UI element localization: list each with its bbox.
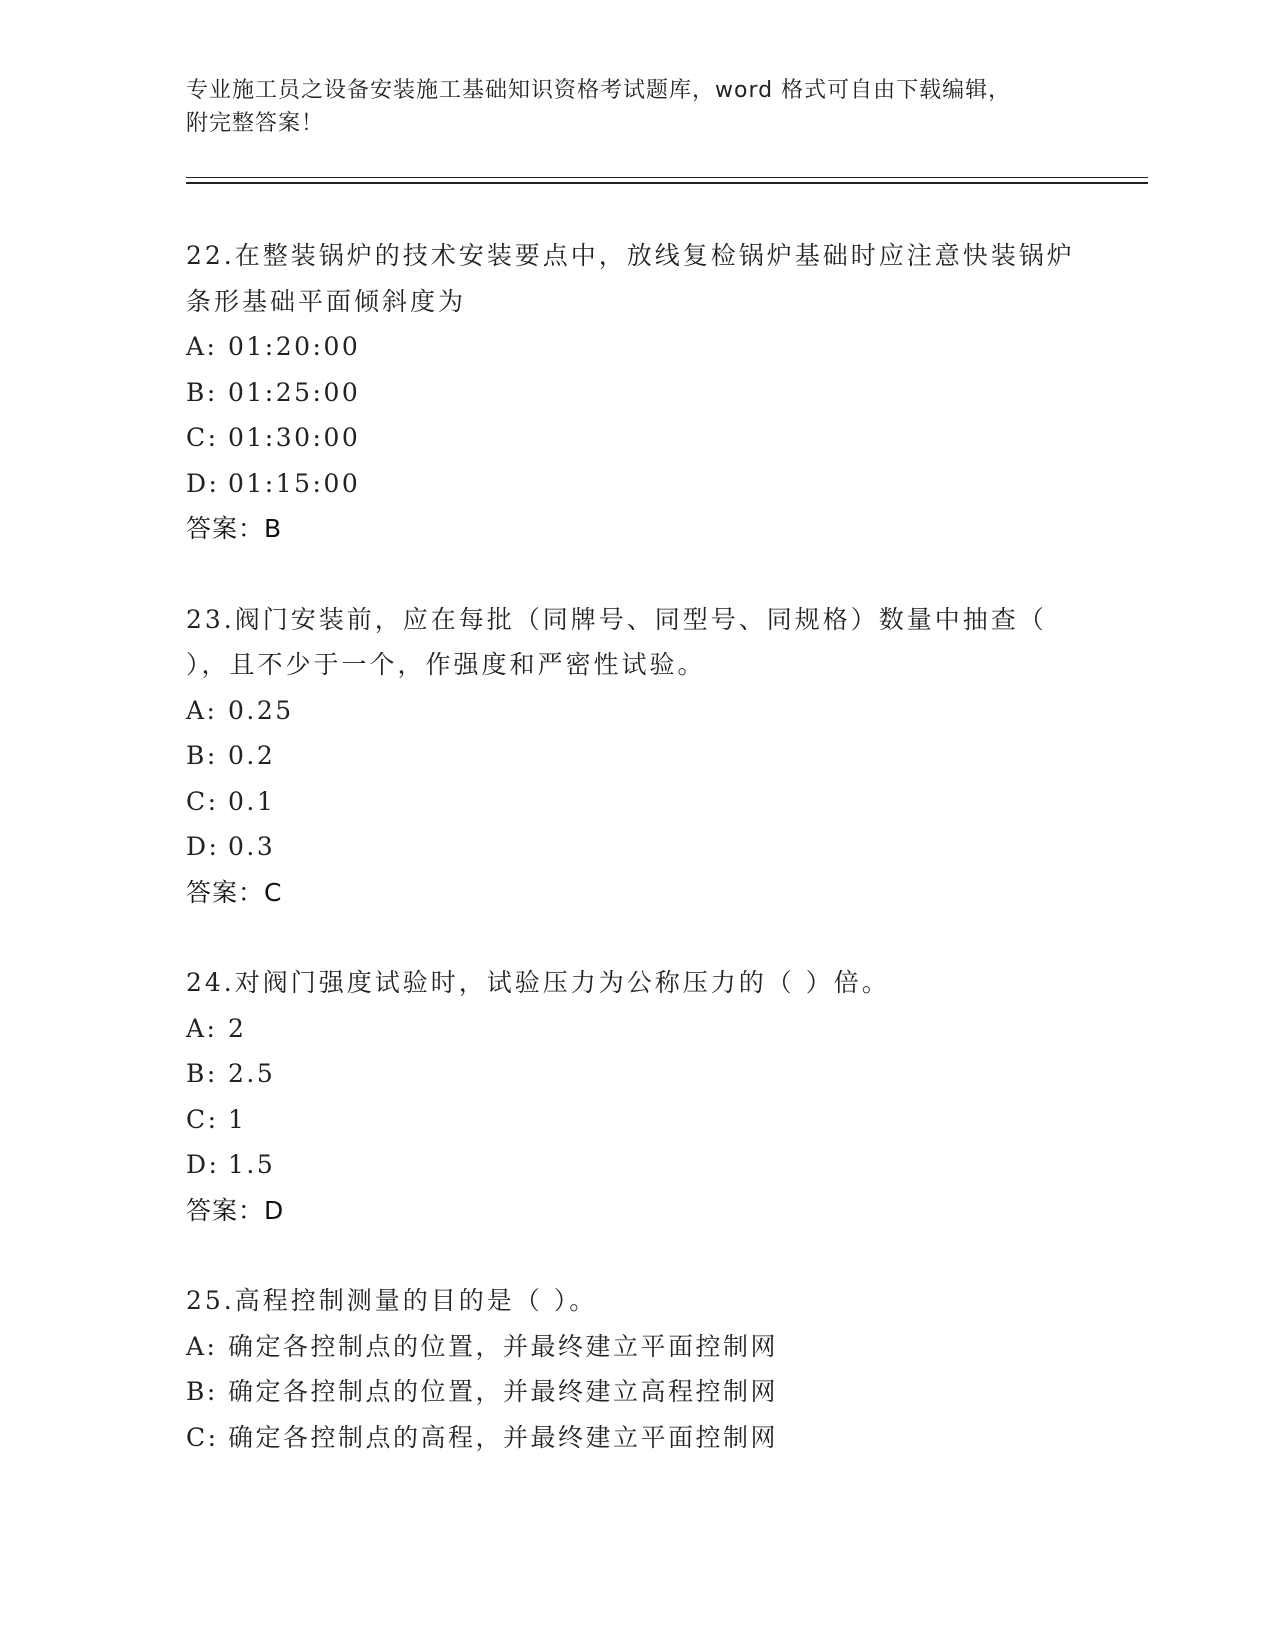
document-header [186, 74, 1066, 140]
option-value: 确定各控制点的高程，并最终建立平面控制网 [228, 1422, 779, 1452]
answer-label: 答案：C [186, 877, 283, 907]
option-b [186, 1369, 1086, 1415]
option-a [186, 1006, 1086, 1052]
option-letter: D: [186, 468, 220, 498]
option-letter: A: [186, 1013, 218, 1043]
answer-label: 答案：B [186, 514, 283, 543]
header-line-1: 专业施工员之设备安装施工基础知识资格考试题库，word 格式可自由下载编辑， [186, 78, 1012, 103]
option-letter: B: [186, 741, 218, 770]
header-line-2: 附完整答案！ [186, 111, 325, 136]
option-b [186, 370, 1086, 416]
option-c [186, 1415, 1086, 1461]
option-letter: A: [186, 332, 218, 361]
option-value: 01:20:00 [228, 332, 361, 361]
option-value: 2.5 [228, 1059, 276, 1088]
option-value: 01:25:00 [228, 377, 361, 407]
option-d [186, 824, 1086, 870]
option-c [186, 415, 1086, 461]
option-letter: D: [186, 832, 220, 861]
answer-label: 答案：D [186, 1195, 285, 1225]
option-a [186, 688, 1086, 734]
option-value: 01:30:00 [228, 423, 361, 452]
option-value: 确定各控制点的位置，并最终建立平面控制网 [228, 1331, 779, 1361]
question-23 [186, 597, 1086, 916]
header-divider-top [186, 177, 1148, 178]
question-text: 25.高程控制测量的目的是（ ）。 [186, 1286, 598, 1315]
option-value: 0.2 [228, 741, 276, 770]
option-a [186, 324, 1086, 370]
header-divider-bottom [186, 182, 1148, 184]
option-letter: A: [186, 695, 218, 725]
option-value: 0.25 [228, 695, 294, 725]
option-letter: C: [186, 786, 219, 816]
option-d [186, 461, 1086, 507]
option-letter: B: [186, 1377, 218, 1406]
option-value: 0.1 [228, 786, 276, 816]
option-letter: C: [186, 423, 219, 452]
option-value: 确定各控制点的位置，并最终建立高程控制网 [228, 1377, 779, 1406]
option-b [186, 1051, 1086, 1097]
option-letter: C: [186, 1104, 219, 1134]
option-c [186, 1097, 1086, 1143]
option-letter: B: [186, 377, 218, 407]
option-letter: A: [186, 1331, 218, 1361]
question-text: 24.对阀门强度试验时，试验压力为公称压力的（ ）倍。 [186, 968, 890, 997]
option-a [186, 1324, 1086, 1370]
question-text: 22.在整装锅炉的技术安装要点中，放线复检锅炉基础时应注意快装锅炉条形基础平面倾斜度为 [186, 241, 1075, 316]
question-text: 23.阀门安装前，应在每批（同牌号、同型号、同规格）数量中抽查（ ），且不少于一个，作强度和严密性试验。 [186, 604, 1047, 679]
option-value: 1.5 [228, 1150, 276, 1179]
option-value: 2 [228, 1013, 247, 1043]
option-letter: B: [186, 1059, 218, 1088]
question-22 [186, 233, 1086, 552]
option-b [186, 733, 1086, 779]
question-25 [186, 1278, 1086, 1460]
option-letter: C: [186, 1422, 219, 1452]
option-letter: D: [186, 1150, 220, 1179]
option-c [186, 779, 1086, 825]
option-value: 1 [228, 1104, 247, 1134]
question-list [186, 233, 1086, 1505]
question-24 [186, 960, 1086, 1233]
option-d [186, 1142, 1086, 1188]
option-value: 0.3 [228, 832, 276, 861]
option-value: 01:15:00 [228, 468, 361, 498]
